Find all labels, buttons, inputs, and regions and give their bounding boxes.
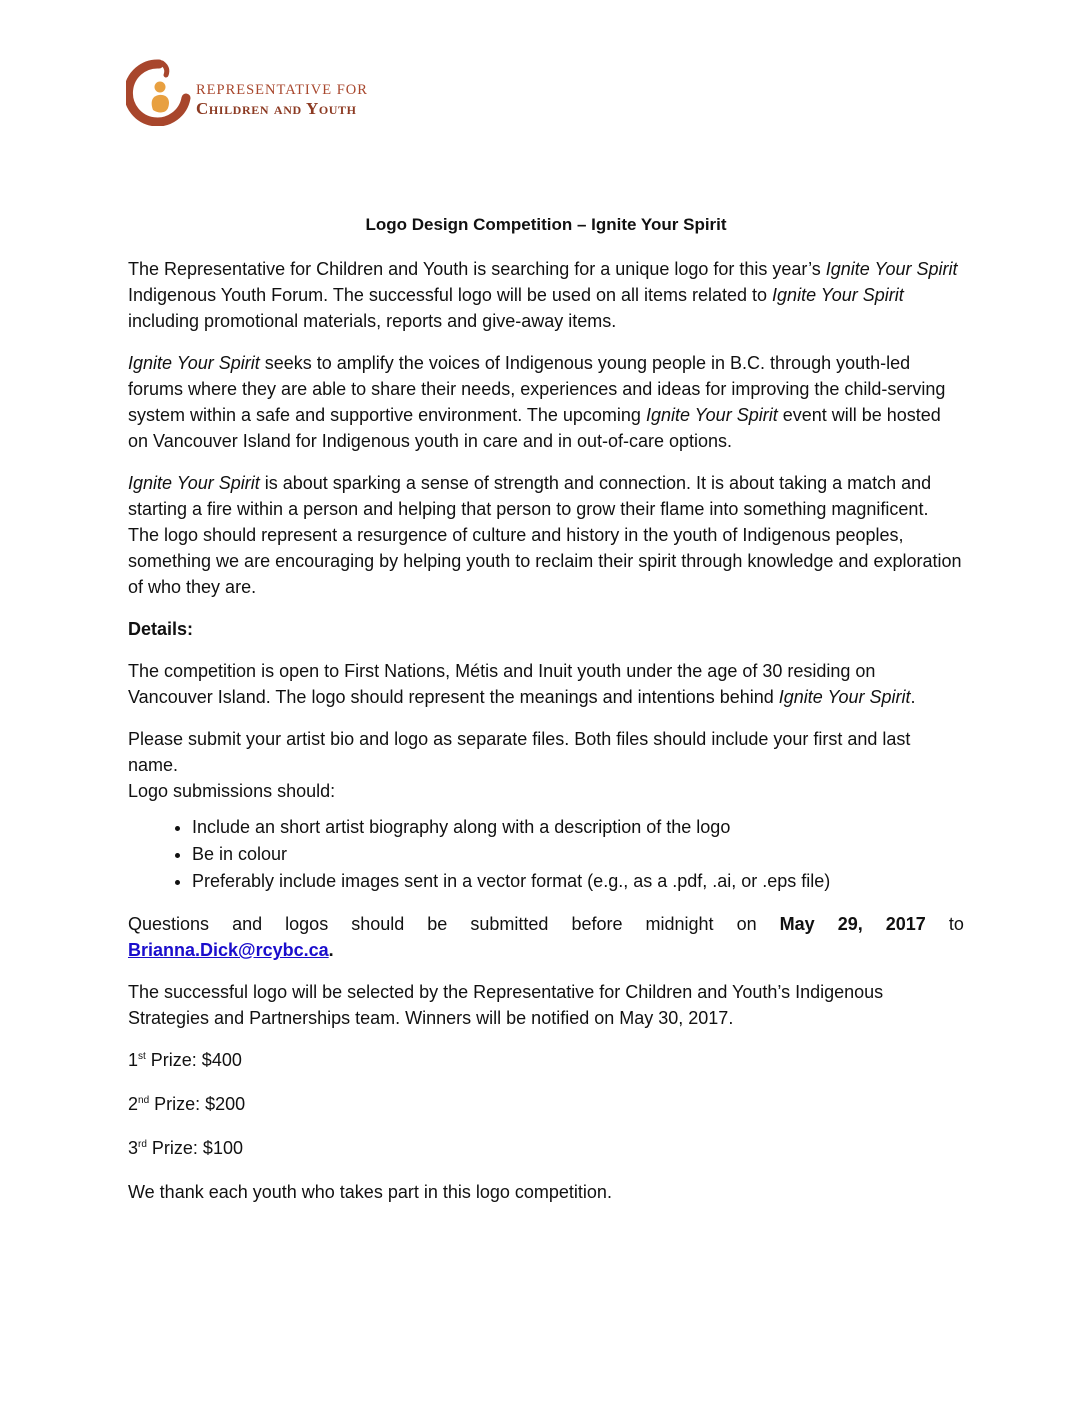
prize-number: 2: [128, 1094, 139, 1114]
prize-amount: Prize: $200: [149, 1094, 246, 1114]
intro-paragraph-3: [128, 470, 964, 600]
text-run: The Representative for Children and Youth is searching for a unique logo for this year’s: [128, 259, 826, 279]
deadline-word: logos: [285, 914, 329, 934]
deadline-word: Questions: [128, 914, 210, 934]
emphasis-event-name: Ignite Your Spirit: [772, 285, 904, 305]
document-title: Logo Design Competition – Ignite Your Spirit: [365, 215, 727, 234]
prize-ordinal: rd: [138, 1139, 147, 1150]
emphasis-event-name: Ignite Your Spirit: [128, 473, 260, 493]
text-run: Indigenous Youth Forum. The successful logo will be used on all items related to: [128, 285, 773, 305]
prize-first: [128, 1047, 964, 1073]
prize-third: [128, 1135, 964, 1161]
text-run: including promotional materials, reports and give-away items.: [128, 311, 617, 331]
deadline-word: to: [948, 914, 964, 934]
details-paragraph-1: [128, 658, 964, 710]
prize-amount: Prize: $400: [145, 1050, 242, 1070]
text-run: The competition is open to First Nations, Métis and Inuit youth under the age of 30 residing on Vancouver Island. The logo should represent the meanings and intentions behind: [128, 661, 876, 707]
emphasis-event-name: Ignite Your Spirit: [128, 353, 260, 373]
deadline-word: submitted: [470, 914, 549, 934]
intro-paragraph-2: [128, 350, 964, 454]
text-run: seeks to amplify the voices of Indigenous young people in B.C. through youth-led forums where they are able to share their needs, experiences and ideas for improving the child-serving system within a safe and supportive environment. The upcoming: [128, 353, 946, 425]
list-item: • Be in colour: [192, 841, 964, 868]
prize-second: [128, 1091, 964, 1117]
logo-text-line2: Children and Youth: [196, 99, 357, 118]
intro-paragraph-1: [128, 256, 964, 334]
details-heading: Details:: [128, 619, 194, 639]
deadline-date-word: 29,: [837, 914, 863, 934]
list-item: • Preferably include images sent in a vector format (e.g., as a .pdf, .ai, or .eps file): [192, 868, 964, 895]
organization-logo: [126, 58, 406, 130]
deadline-word: and: [232, 914, 263, 934]
deadline-line: [128, 911, 964, 937]
text-run: .: [910, 687, 916, 707]
logo-emblem-icon: [126, 58, 192, 126]
deadline-word: before: [571, 914, 623, 934]
list-item: • Include an short artist biography along with a description of the logo: [192, 814, 964, 841]
prize-ordinal: st: [138, 1051, 146, 1062]
deadline-word: midnight: [645, 914, 714, 934]
closing-paragraph: We thank each youth who takes part in this logo competition.: [128, 1182, 612, 1202]
details-paragraph-2: Please submit your artist bio and logo as separate files. Both files should include your first and last name.: [128, 729, 911, 775]
logo-text-line1: REPRESENTATIVE FOR: [196, 82, 368, 98]
contact-email-link[interactable]: Brianna.Dick@rcybc.ca: [128, 940, 329, 960]
submission-requirements-list: [128, 814, 964, 895]
selection-paragraph: The successful logo will be selected by the Representative for Children and Youth’s Indigenous Strategies and Partnerships team. Winners will be notified on May 30, 2017.: [128, 982, 884, 1028]
deadline-date-word: May: [779, 914, 815, 934]
emphasis-event-name: Ignite Your Spirit: [778, 687, 911, 707]
email-line: [128, 937, 964, 963]
text-run: event will be hosted on Vancouver Island for Indigenous youth in care and in out-of-care options.: [128, 405, 941, 451]
text-run: is about sparking a sense of strength and connection. It is about taking a match and starting a fire within a person and helping that person to grow their flame into something magnificent. The logo should represent a resurgence of culture and history in the youth of Indigenous peoples, something we are encouraging by helping youth to reclaim their spirit through knowledge and exploration of who they are.: [128, 473, 962, 597]
prize-ordinal: nd: [138, 1095, 150, 1106]
deadline-date-word: 2017: [885, 914, 926, 934]
document-body: [128, 212, 964, 1221]
deadline-word: should: [351, 914, 405, 934]
emphasis-event-name: Ignite Your Spirit: [825, 259, 958, 279]
text-run: .: [328, 940, 334, 960]
deadline-word: be: [427, 914, 448, 934]
deadline-word: on: [736, 914, 757, 934]
prize-number: 1: [128, 1050, 139, 1070]
prize-number: 3: [128, 1138, 139, 1158]
emphasis-event-name: Ignite Your Spirit: [645, 405, 778, 425]
submission-intro: Logo submissions should:: [128, 781, 336, 801]
prize-amount: Prize: $100: [146, 1138, 243, 1158]
